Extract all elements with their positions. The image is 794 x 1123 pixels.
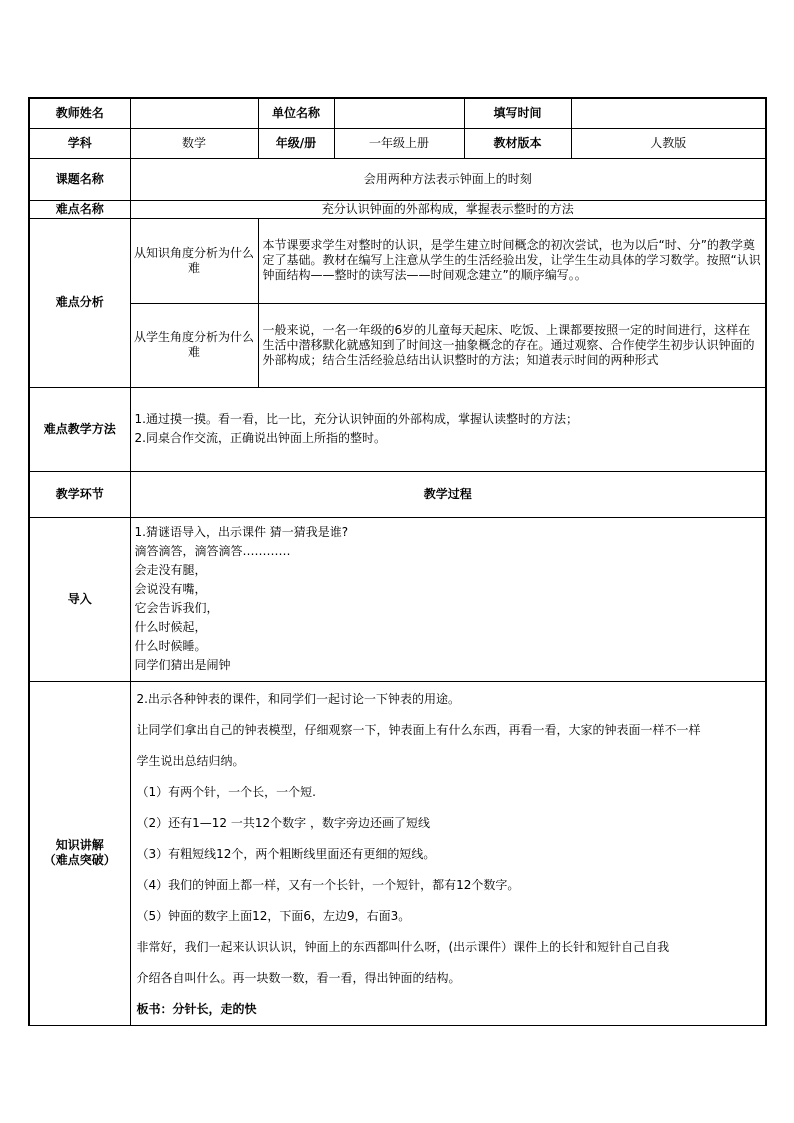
intro-line: 它会告诉我们， [134,601,219,615]
lesson-plan-table [28,97,767,1026]
intro-label: 导入 [29,517,130,681]
knowledge-label-main: 知识讲解 [55,838,104,852]
fill-date-value [571,98,766,128]
header-row-1 [29,98,766,128]
method-line: 2.同桌合作交流，正确说出钟面上所指的整时。 [134,431,386,445]
subject-value: 数学 [130,128,258,158]
topic-row [29,158,766,200]
intro-line: 滴答滴答，滴答滴答………… [134,544,291,558]
knowledge-line: 介绍各自叫什么。再一块数一数，看一看，得出钟面的结构。 [136,970,461,985]
edition-value: 人教版 [571,128,766,158]
knowledge-line: （5）钟面的数字上面12，下面6，左边9，右面3。 [136,908,411,923]
difficulty-value: 充分认识钟面的外部构成，掌握表示整时的方法 [130,200,766,218]
grade-value: 一年级上册 [334,128,464,158]
grade-label: 年级/册 [258,128,334,158]
knowledge-line: 2.出示各种钟表的课件，和同学们一起讨论一下钟表的用途。 [136,691,460,706]
knowledge-label-sub: （难点突破） [43,853,116,867]
teacher-name-label: 教师姓名 [29,98,130,128]
board-note: 板书：分针长，走的快 [136,1001,257,1016]
difficulty-row [29,200,766,218]
intro-line: 什么时候睡。 [134,639,207,653]
knowledge-angle-text: 本节课要求学生对整时的认识，是学生建立时间概念的初次尝试，也为以后“时、分”的教学奠定了基础。教材在编写上注意从学生的生活经验出发，让学生生动具体的学习数学。按照“认识钟面结构——整时的读写法——时间观念建立”的顺序编写。。 [258,218,766,303]
intro-row [29,517,766,681]
intro-content [130,517,766,681]
fill-date-label: 填写时间 [464,98,571,128]
process-header-row [29,471,766,517]
difficulty-label: 难点名称 [29,200,130,218]
knowledge-line: 非常好，我们一起来认识认识，钟面上的东西都叫什么呀，(出示课件）课件上的长针和短针自己自我 [136,939,670,954]
intro-line: 会说没有嘴， [134,582,207,596]
knowledge-row [29,681,766,1025]
knowledge-content [130,681,766,1025]
intro-line: 同学们猜出是闹钟 [134,658,231,672]
unit-name-label: 单位名称 [258,98,334,128]
analysis-knowledge-row [29,218,766,303]
student-angle-text: 一般来说，一名一年级的6岁的儿童每天起床、吃饭、上课都要按照一定的时间进行，这样在生活中潜移默化就感知到了时间这一抽象概念的存在。通过观察、合作使学生初步认识钟面的外部构成；结合生活经验总结出认识整时的方法；知道表示时间的两种形式 [258,303,766,387]
knowledge-line: 让同学们拿出自己的钟表模型，仔细观察一下，钟表面上有什么东西，再看一看，大家的钟表面一样不一样 [136,722,701,737]
knowledge-angle-label: 从知识角度分析为什么难 [130,218,258,303]
knowledge-line: （3）有粗短线12个，两个粗断线里面还有更细的短线。 [136,846,436,861]
method-row [29,387,766,471]
analysis-label: 难点分析 [29,218,130,387]
knowledge-line: （4）我们的钟面上都一样，又有一个长针，一个短针，都有12个数字。 [136,877,520,892]
method-line: 1.通过摸一摸。看一看，比一比，充分认识钟面的外部构成，掌握认读整时的方法； [134,412,578,426]
knowledge-line: （2）还有1—12 一共12个数字 ，数字旁边还画了短线 [136,815,430,830]
method-content [130,387,766,471]
subject-label: 学科 [29,128,130,158]
teacher-name-value [130,98,258,128]
knowledge-label [29,681,130,1025]
topic-label: 课题名称 [29,158,130,200]
edition-label: 教材版本 [464,128,571,158]
intro-line: 会走没有腿， [134,563,207,577]
analysis-student-row [29,303,766,387]
header-row-2 [29,128,766,158]
stage-header: 教学环节 [29,471,130,517]
intro-line: 什么时候起， [134,620,207,634]
intro-line: 1.猜谜语导入，出示课件 猜一猜我是谁? [134,525,349,539]
topic-value: 会用两种方法表示钟面上的时刻 [130,158,766,200]
method-label: 难点教学方法 [29,387,130,471]
knowledge-line: 学生说出总结归纳。 [136,753,245,768]
unit-name-value [334,98,464,128]
student-angle-label: 从学生角度分析为什么难 [130,303,258,387]
process-header: 教学过程 [130,471,766,517]
knowledge-line: （1）有两个针，一个长，一个短. [136,784,316,799]
